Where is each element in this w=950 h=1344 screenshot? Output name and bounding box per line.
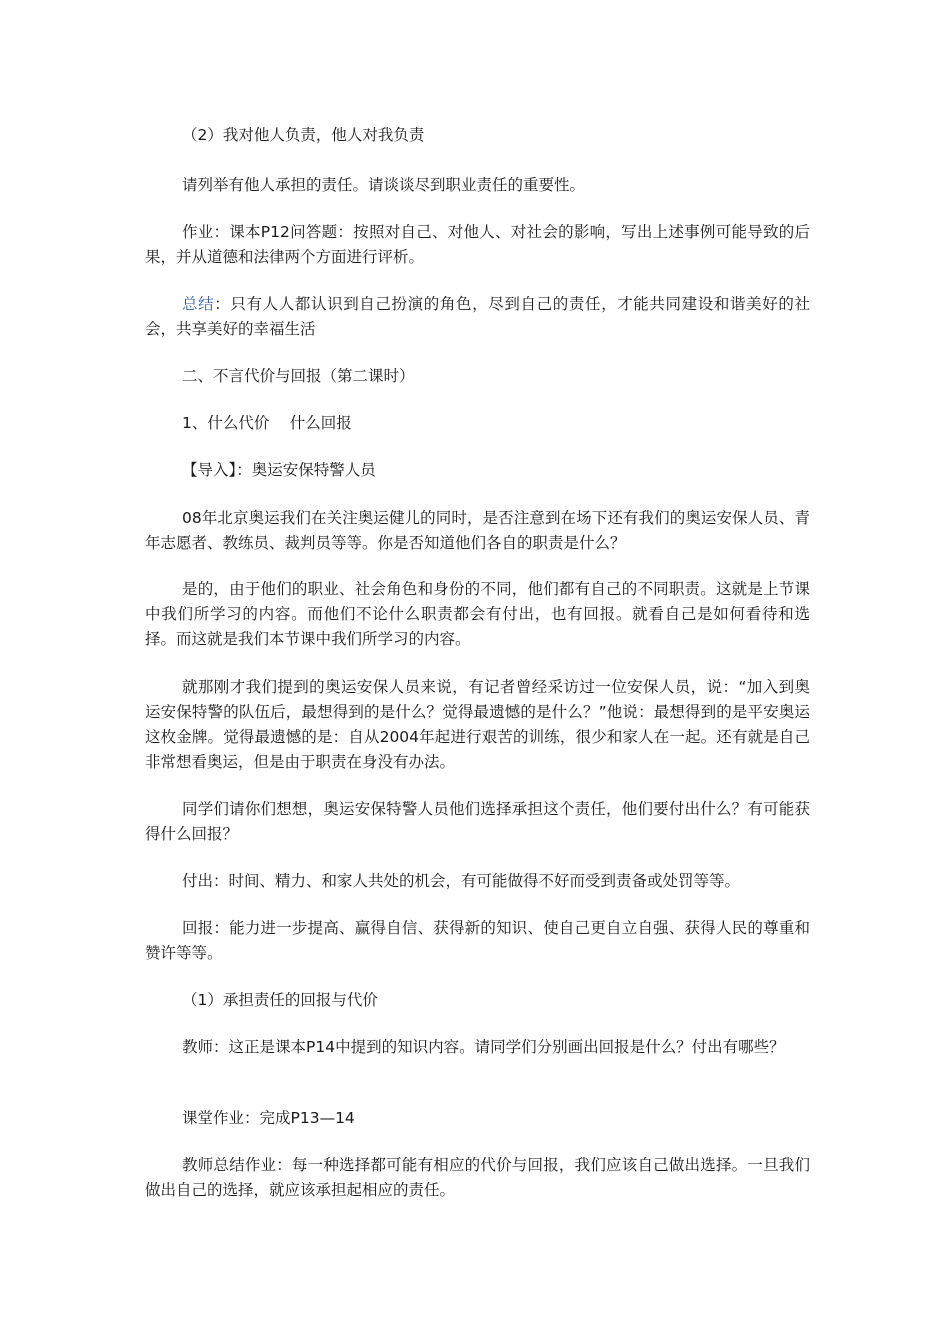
paragraph-conclusion: 教师总结作业：每一种选择都可能有相应的代价与回报，我们应该自己做出选择。一旦我们做出自己的选择，就应该承担起相应的责任。 <box>145 1156 810 1199</box>
paragraph-intro: 【导入】：奥运安保特警人员 <box>182 461 376 479</box>
paragraph-cost: 付出：时间、精力、和家人共处的机会，有可能做得不好而受到责备或处罚等等。 <box>182 872 741 890</box>
subsection-heading: 1、什么代价 什么回报 <box>182 414 352 432</box>
subheading-1: （1）承担责任的回报与代价 <box>182 991 378 1009</box>
summary-label: 总结 <box>182 295 215 313</box>
paragraph-reward: 回报：能力进一步提高、赢得自信、获得新的知识、使自己更自立自强、获得人民的尊重和赞许等等。 <box>145 919 810 962</box>
summary-text: ：只有人人都认识到自己扮演的角色，尽到自己的责任，才能共同建设和谐美好的社会，共享美好的幸福生活 <box>145 295 810 338</box>
section-heading: 二、不言代价与回报（第二课时） <box>182 367 415 385</box>
paragraph-teacher: 教师：这正是课本P14中提到的知识内容。请同学们分别画出回报是什么？付出有哪些？ <box>182 1038 785 1056</box>
paragraph-question: 同学们请你们想想，奥运安保特警人员他们选择承担这个责任，他们要付出什么？有可能获得什么回报？ <box>145 800 810 843</box>
paragraph-classwork: 课堂作业：完成P13—14 <box>182 1109 355 1127</box>
paragraph-olympics: 08年北京奥运我们在关注奥运健儿的同时，是否注意到在场下还有我们的奥运安保人员、青年志愿者、教练员、裁判员等等。你是否知道他们各自的职责是什么？ <box>145 509 810 552</box>
paragraph-interview: 就那刚才我们提到的奥运安保人员来说，有记者曾经采访过一位安保人员，说：“加入到奥运安保特警的队伍后，最想得到的是什么？觉得最遗憾的是什么？”他说：最想得到的是平安奥运这枚金牌。觉得最遗憾的是：自从2004年起进行艰苦的训练，很少和家人在一起。还有就是自己非常想看奥运，但是由于职责在身没有办法。 <box>145 678 810 771</box>
paragraph-homework: 作业：课本P12问答题：按照对自己、对他人、对社会的影响，写出上述事例可能导致的后果，并从道德和法律两个方面进行评析。 <box>145 223 810 266</box>
paragraph-prompt: 请列举有他人承担的责任。请谈谈尽到职业责任的重要性。 <box>182 176 586 194</box>
paragraph-roles: 是的，由于他们的职业、社会角色和身份的不同，他们都有自己的不同职责。这就是上节课中我们所学习的内容。而他们不论什么职责都会有付出，也有回报。就看自己是如何看待和选择。而这就是我们本节课中我们所学习的内容。 <box>145 580 810 648</box>
paragraph-heading-2: （2）我对他人负责，他人对我负责 <box>182 126 425 144</box>
paragraph-summary <box>145 292 810 342</box>
